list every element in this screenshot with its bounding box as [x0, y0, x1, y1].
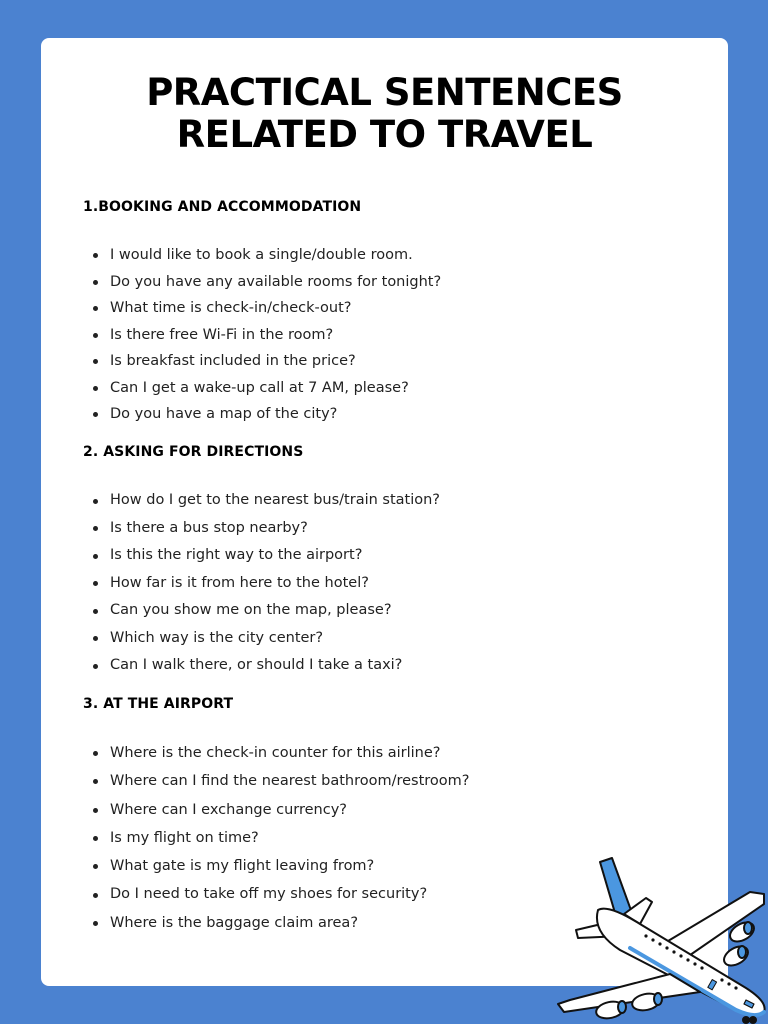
list-item: I would like to book a single/double room.: [83, 242, 703, 269]
sentence-list: [83, 487, 703, 680]
list-item: How far is it from here to the hotel?: [83, 570, 703, 598]
list-item: Is there a bus stop nearby?: [83, 515, 703, 543]
list-item: Where is the check-in counter for this airline?: [83, 739, 703, 767]
title-line-2: RELATED TO TRAVEL: [176, 113, 593, 156]
list-item: What gate is my flight leaving from?: [83, 852, 703, 880]
list-item: Can you show me on the map, please?: [83, 597, 703, 625]
section-booking: [83, 198, 703, 428]
document-card: [41, 38, 728, 986]
title-line-1: PRACTICAL SENTENCES: [146, 71, 623, 114]
list-item: Do you have any available rooms for tonight?: [83, 269, 703, 296]
list-item: Can I get a wake-up call at 7 AM, please?: [83, 375, 703, 402]
list-item: Is there free Wi-Fi in the room?: [83, 322, 703, 349]
airplane-illustration: [550, 852, 768, 1024]
section-directions: [83, 443, 703, 680]
list-item: Is breakfast included in the price?: [83, 348, 703, 375]
list-item: Where can I find the nearest bathroom/restroom?: [83, 767, 703, 795]
list-item: Is my flight on time?: [83, 824, 703, 852]
list-item: What time is check-in/check-out?: [83, 295, 703, 322]
list-item: Which way is the city center?: [83, 625, 703, 653]
list-item: Do you have a map of the city?: [83, 401, 703, 428]
list-item: Do I need to take off my shoes for security?: [83, 880, 703, 908]
list-item: Is this the right way to the airport?: [83, 542, 703, 570]
list-item: Can I walk there, or should I take a taxi?: [83, 652, 703, 680]
sentence-list: [83, 242, 703, 428]
list-item: How do I get to the nearest bus/train station?: [83, 487, 703, 515]
list-item: Where can I exchange currency?: [83, 796, 703, 824]
page-title: [41, 72, 728, 156]
list-item: Where is the baggage claim area?: [83, 909, 703, 937]
section-heading: 2. ASKING FOR DIRECTIONS: [83, 444, 304, 460]
section-heading: 1.BOOKING AND ACCOMMODATION: [83, 199, 362, 215]
section-heading: 3. AT THE AIRPORT: [83, 696, 234, 712]
